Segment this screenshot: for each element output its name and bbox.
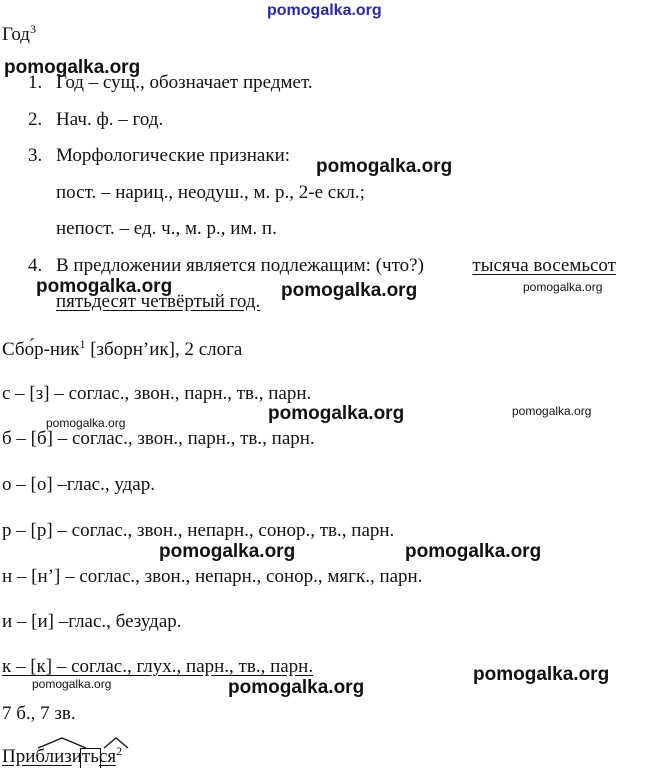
watermark-small: pomogalka.org [523,280,603,294]
phoneme-summary: 7 б., 7 зв. [2,703,76,724]
subject-phrase-part1: тысяча восемьсот [472,255,616,276]
variable-features: непост. – ед. ч., м. р., им. п. [56,218,277,239]
word1-title: Год$^3$ [2,22,36,45]
morpheme-suffix-i: и [71,746,82,767]
watermark: pomogalka.org [281,280,418,301]
watermark: pomogalka.org [36,276,173,297]
letter-row: н – [н’] – соглас., звон., непарн., сонор., мягк., парн. [2,566,423,587]
word1-item-1: 1. Год – сущ., обозначает предмет. [28,72,313,93]
suffix-arc-mark [104,738,128,748]
watermark: pomogalka.org [228,677,365,698]
letter-row: о – [о] –глас., удар. [2,474,155,495]
word1-item-2: 2. Нач. ф. – год. [28,109,164,130]
watermark: pomogalka.org [4,57,141,78]
word2-title: Сбо́р-ник$^1$ [зборн’ик], 2 слога [2,337,243,360]
word1-item-4: 4. В предложении является подлежащим: (что?) тысяча восемьсот [28,255,616,276]
watermark: pomogalka.org [159,541,296,562]
letter-row: р – [р] – соглас., звон., непарн., сонор., тв., парн. [2,520,395,541]
watermark: pomogalka.org [268,403,405,424]
morpheme-postfix: ся [98,746,117,767]
letter-row: с – [з] – соглас., звон., парн., тв., парн. [2,383,312,404]
letter-row: и – [и] –глас., безудар. [2,611,182,632]
watermark: pomogalka.org [405,541,542,562]
constant-features: пост. – нариц., неодуш., м. р., 2-е скл.; [56,182,365,203]
letter-row: к – [к] – соглас., глух., парн., тв., парн. [2,656,314,677]
word3-title: Приблизить $ся^2$ [2,744,123,767]
subject-phrase-part2: пятьдесят четвёртый год. [56,291,261,312]
watermark: pomogalka.org [316,156,453,177]
morpheme-root: Приблиз [2,746,72,767]
letter-row: б – [б] – соглас., звон., парн., тв., парн. [2,428,315,449]
watermark-small: pomogalka.org [46,416,126,430]
root-arc-mark [38,738,86,748]
watermark-small: pomogalka.org [32,677,112,691]
watermark: pomogalka.org [473,664,610,685]
watermark-top: pomogalka.org [267,2,382,19]
word1-item-3: 3. Морфологические признаки: [28,145,291,166]
morpheme-ending: ть [81,746,99,767]
watermark-small: pomogalka.org [512,404,592,418]
